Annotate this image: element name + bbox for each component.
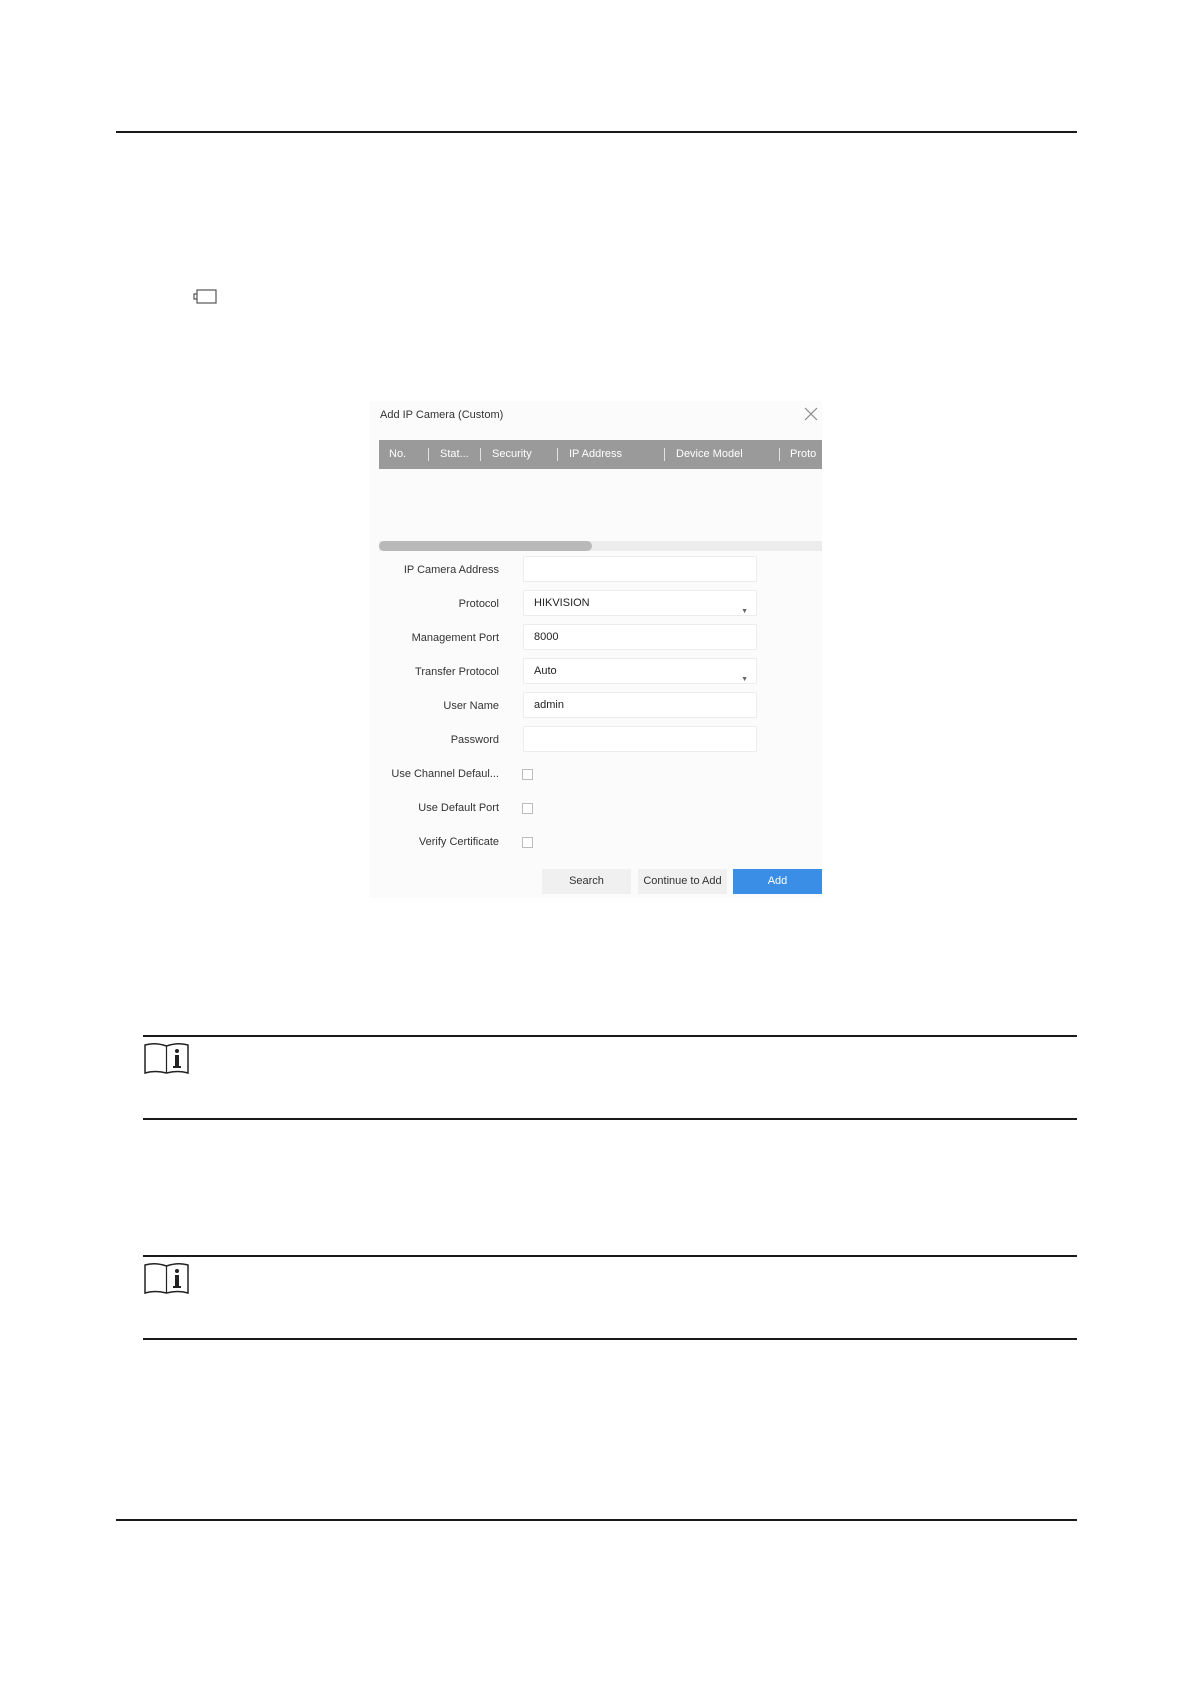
camera-icon [193, 289, 217, 305]
close-icon[interactable] [804, 407, 818, 421]
dialog-title: Add IP Camera (Custom) [380, 409, 504, 421]
note-rule-bottom [143, 1118, 1077, 1120]
column-header-ip-address[interactable]: IP Address [569, 448, 622, 460]
column-header-status[interactable]: Stat... [440, 448, 469, 460]
use-default-port-checkbox[interactable] [522, 803, 533, 814]
column-separator[interactable] [428, 448, 429, 461]
password-input[interactable] [523, 726, 757, 752]
column-header-device-model[interactable]: Device Model [676, 448, 743, 460]
use-default-port-label: Use Default Port [418, 802, 499, 814]
use-channel-default-label: Use Channel Defaul... [391, 768, 499, 780]
verify-certificate-checkbox[interactable] [522, 837, 533, 848]
column-separator[interactable] [480, 448, 481, 461]
user-name-input[interactable]: admin [523, 692, 757, 718]
add-button[interactable]: Add [733, 869, 822, 894]
note-icon [143, 1262, 190, 1295]
scrollbar-thumb[interactable] [379, 541, 592, 551]
footer-rule [116, 1519, 1077, 1521]
transfer-protocol-value: Auto [534, 665, 557, 677]
use-channel-default-checkbox[interactable] [522, 769, 533, 780]
column-separator[interactable] [664, 448, 665, 461]
note-rule-bottom [143, 1338, 1077, 1340]
column-separator[interactable] [557, 448, 558, 461]
column-separator[interactable] [779, 448, 780, 461]
user-name-label: User Name [443, 700, 499, 712]
add-ip-camera-dialog [370, 401, 822, 898]
note-rule-top [143, 1255, 1077, 1257]
password-label: Password [450, 734, 499, 746]
search-button[interactable]: Search [542, 869, 631, 894]
protocol-label: Protocol [458, 598, 499, 610]
management-port-label: Management Port [411, 632, 499, 644]
transfer-protocol-select[interactable] [523, 658, 757, 684]
device-table-header [379, 440, 822, 469]
ip-camera-address-input[interactable] [523, 556, 757, 582]
horizontal-scrollbar[interactable] [379, 541, 822, 551]
dropdown-caret-icon: ▼ [741, 676, 748, 683]
verify-certificate-label: Verify Certificate [418, 836, 499, 848]
column-header-protocol[interactable]: Proto [790, 448, 817, 460]
continue-to-add-button[interactable]: Continue to Add [638, 869, 727, 894]
note-icon [143, 1042, 190, 1075]
transfer-protocol-label: Transfer Protocol [415, 666, 499, 678]
management-port-input[interactable]: 8000 [523, 624, 757, 650]
note-rule-top [143, 1035, 1077, 1037]
column-header-security[interactable]: Security [492, 448, 532, 460]
column-header-no[interactable]: No. [389, 448, 407, 460]
protocol-value: HIKVISION [534, 597, 590, 609]
header-rule [116, 131, 1077, 133]
dropdown-caret-icon: ▼ [741, 608, 748, 615]
protocol-select[interactable] [523, 590, 757, 616]
ip-camera-address-label: IP Camera Address [403, 564, 499, 576]
